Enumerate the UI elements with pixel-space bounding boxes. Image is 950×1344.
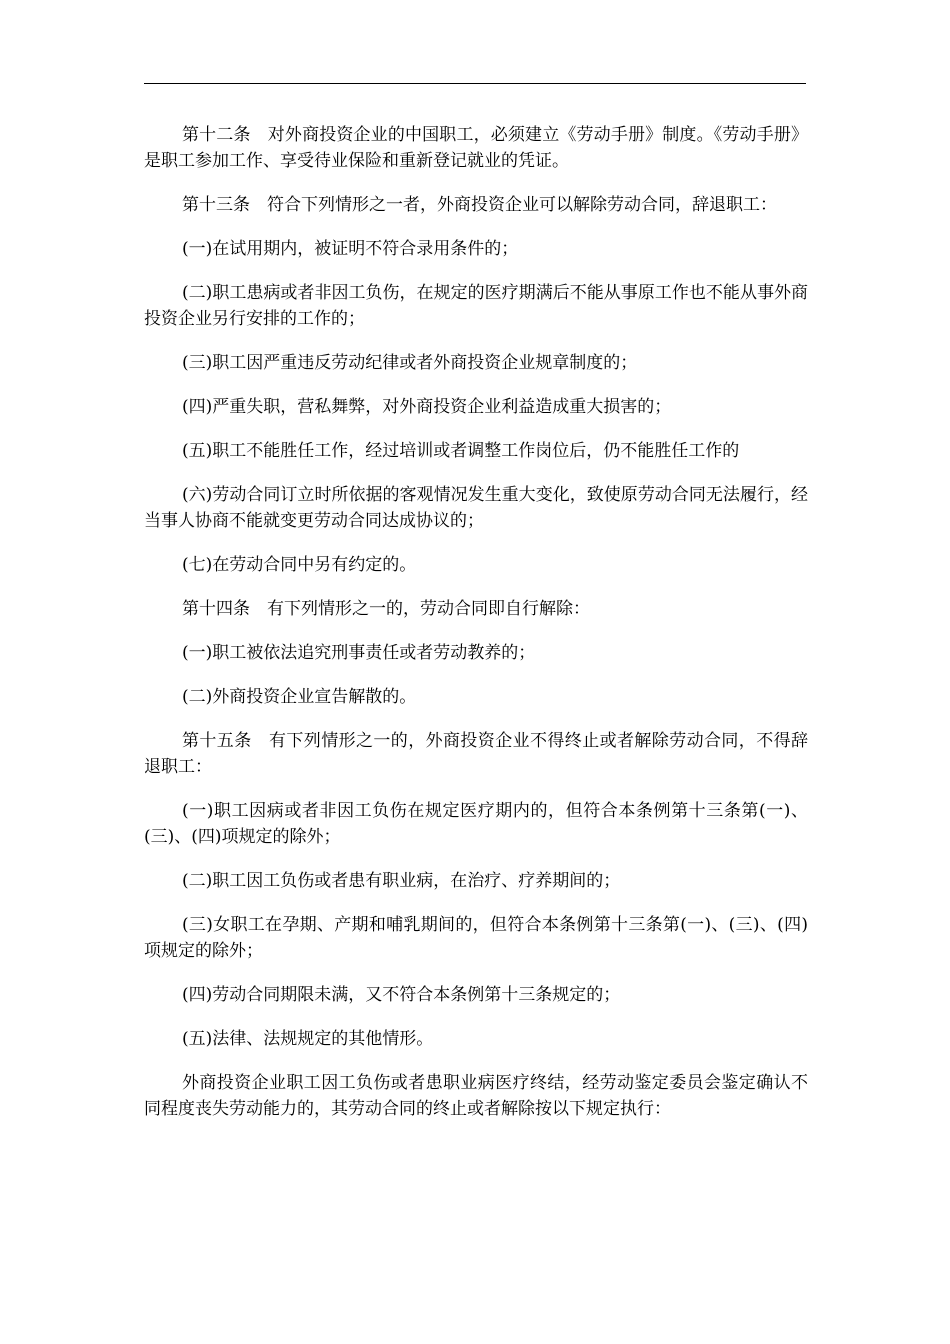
article-13-item-5: (五)职工不能胜任工作，经过培训或者调整工作岗位后，仍不能胜任工作的: [182, 441, 740, 461]
article-12: 第十二条 对外商投资企业的中国职工，必须建立《劳动手册》制度。《劳动手册》是职工参加工作、享受待业保险和重新登记就业的凭证。: [144, 125, 808, 171]
article-13-item-2: (二)职工患病或者非因工负伤，在规定的医疗期满后不能从事原工作也不能从事外商投资企业另行安排的工作的；: [144, 283, 808, 329]
article-15-item-4: (四)劳动合同期限未满，又不符合本条例第十三条规定的；: [182, 985, 621, 1005]
article-14: 第十四条 有下列情形之一的，劳动合同即自行解除：: [182, 599, 590, 619]
article-15-item-1: (一)职工因病或者非因工负伤在规定医疗期内的，但符合本条例第十三条第(一)、(三)、(四)项规定的除外；: [144, 801, 808, 847]
article-13-item-3: (三)职工因严重违反劳动纪律或者外商投资企业规章制度的；: [182, 353, 638, 373]
article-15-item-5: (五)法律、法规规定的其他情形。: [182, 1029, 434, 1049]
header-rule: [144, 83, 806, 84]
article-13: 第十三条 符合下列情形之一者，外商投资企业可以解除劳动合同，辞退职工：: [182, 195, 777, 215]
article-14-item-2: (二)外商投资企业宣告解散的。: [182, 687, 417, 707]
article-14-item-1: (一)职工被依法追究刑事责任或者劳动教养的；: [182, 643, 536, 663]
article-13-item-6: (六)劳动合同订立时所依据的客观情况发生重大变化，致使原劳动合同无法履行，经当事人协商不能就变更劳动合同达成协议的；: [144, 485, 808, 531]
article-13-item-4: (四)严重失职，营私舞弊，对外商投资企业利益造成重大损害的；: [182, 397, 672, 417]
article-15-item-3: (三)女职工在孕期、产期和哺乳期间的，但符合本条例第十三条第(一)、(三)、(四)项规定的除外；: [144, 915, 808, 961]
document-body: [144, 122, 808, 1140]
article-13-item-1: (一)在试用期内，被证明不符合录用条件的；: [182, 239, 519, 259]
work-injury-paragraph: 外商投资企业职工因工负伤或者患职业病医疗终结，经劳动鉴定委员会鉴定确认不同程度丧失劳动能力的，其劳动合同的终止或者解除按以下规定执行：: [144, 1073, 808, 1119]
article-15: 第十五条 有下列情形之一的，外商投资企业不得终止或者解除劳动合同，不得辞退职工：: [144, 731, 808, 777]
article-15-item-2: (二)职工因工负伤或者患有职业病，在治疗、疗养期间的；: [182, 871, 621, 891]
article-13-item-7: (七)在劳动合同中另有约定的。: [182, 555, 417, 575]
